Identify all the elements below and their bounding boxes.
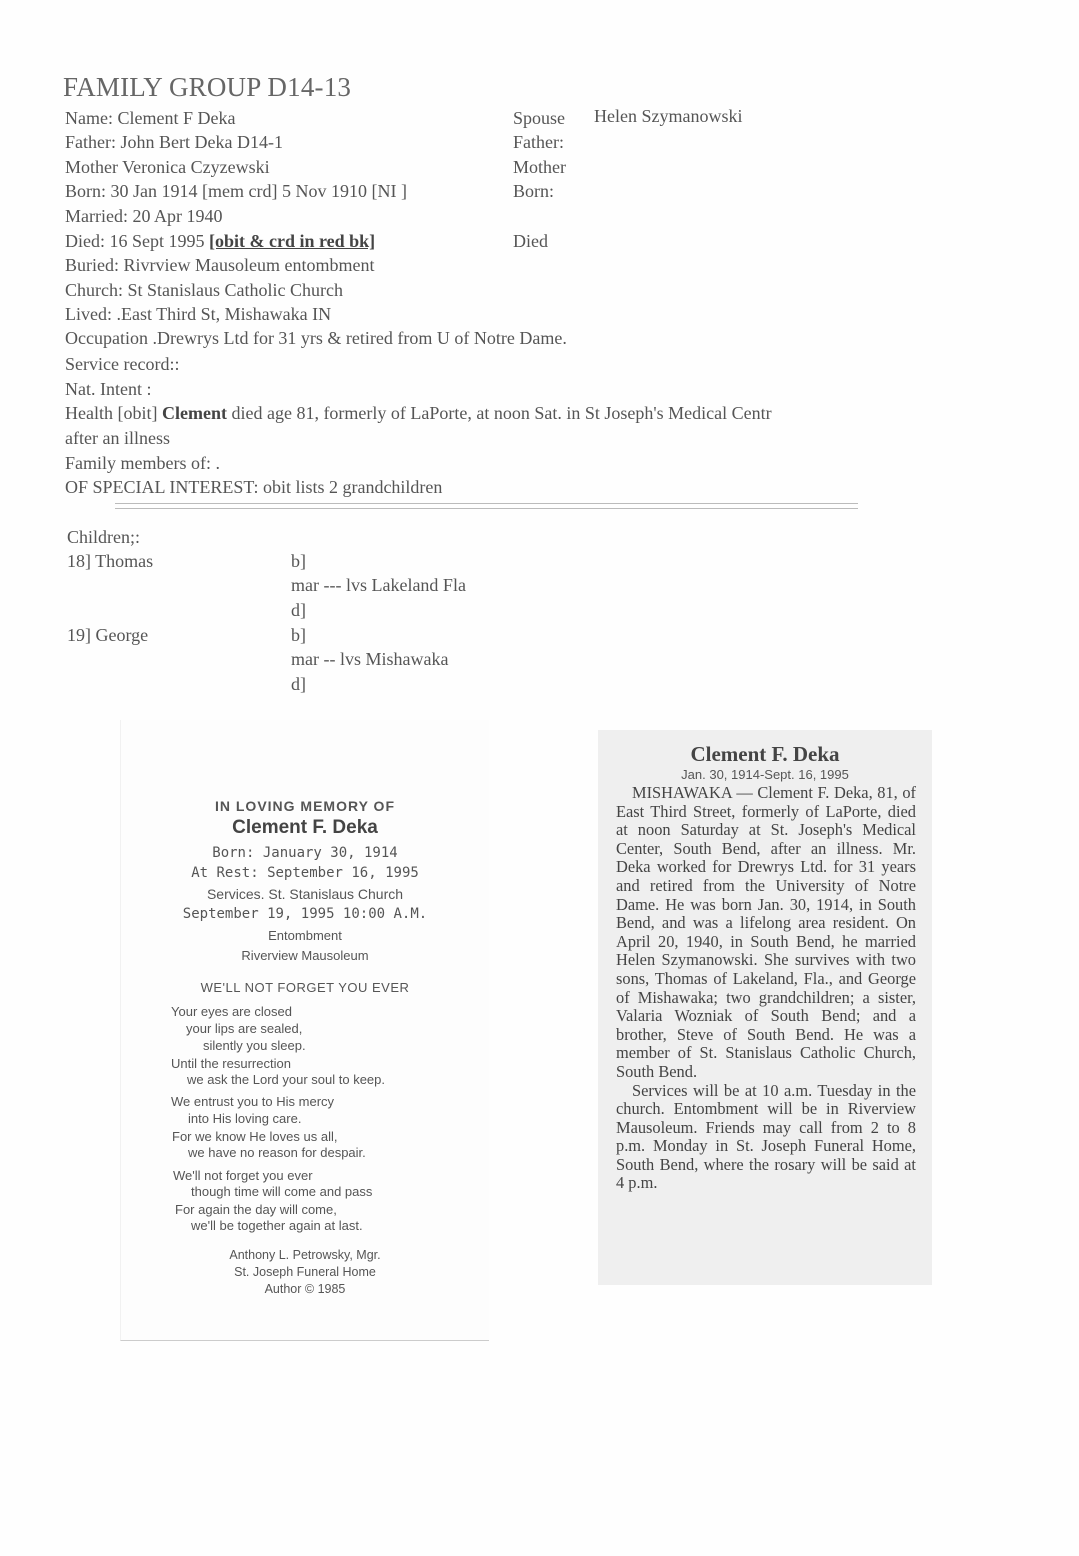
card-born-label: Born:	[212, 845, 255, 861]
child-name: 18] Thomas	[67, 551, 154, 571]
poem-line: We entrust you to His mercy	[171, 1094, 335, 1109]
poem-line: For again the day will come,	[175, 1202, 337, 1217]
child-married: mar -- lvs Mishawaka	[291, 649, 449, 669]
card-rest-label: At Rest:	[191, 865, 259, 881]
poem-line: silently you sleep.	[203, 1038, 306, 1053]
spouse-born: Born:	[513, 181, 555, 201]
obituary-clipping	[598, 730, 932, 1285]
page-title: FAMILY GROUP D14-13	[63, 72, 352, 102]
special-line: OF SPECIAL INTEREST: obit lists 2 grandchildren	[65, 477, 443, 497]
intent-line: Nat. Intent :	[65, 379, 152, 399]
name-line: Name: Clement F Deka	[65, 108, 236, 128]
child-died: d]	[291, 600, 306, 620]
family-line: Family members of: .	[65, 453, 220, 473]
card-name: Clement F. Deka	[232, 817, 378, 838]
poem-line: Until the resurrection	[171, 1056, 291, 1071]
section-divider	[115, 503, 858, 509]
lived-line: Lived: .East Third St, Mishawaka IN	[65, 304, 332, 324]
spouse-mother: Mother	[513, 157, 566, 177]
obituary-paragraph: Services will be at 10 a.m. Tuesday in the church. Entombment will be in Riverview Mausoleum. Friends may call from 2 to 8 p.m. Monday in St. Joseph Funeral Home, South Bend, where the rosary will be said at 4 p.m.	[616, 1080, 916, 1193]
poem-line: we'll be together again at last.	[191, 1218, 363, 1233]
poem-line: Your eyes are closed	[171, 1004, 292, 1019]
died-text: Died: 16 Sept 1995	[65, 231, 209, 251]
child-married: mar --- lvs Lakeland Fla	[291, 575, 466, 595]
church-line: Church: St Stanislaus Catholic Church	[65, 280, 343, 300]
health-text: died age 81, formerly of LaPorte, at noon Sat. in St Joseph's Medical Centr	[226, 403, 772, 423]
children-heading: Children;:	[67, 527, 140, 547]
card-mausoleum: Riverview Mausoleum	[241, 948, 369, 963]
poem-line: we have no reason for despair.	[188, 1145, 366, 1160]
mother-line: Mother Veronica Czyzewski	[65, 157, 270, 177]
obituary-title: Clement F. Deka	[690, 742, 840, 766]
obituary-paragraph: MISHAWAKA — Clement F. Deka, 81, of East Third Street, formerly of LaPorte, died at noon Saturday at St. Joseph's Medical Center, South Bend, after an illness. Mr. Deka worked for Drewrys Ltd. for 31 years and retired from the University of Notre Dame. He was born Jan. 30, 1914, in South Bend, and was a lifelong area resident. On April 20, 1940, in South Bend, he married Helen Szymanowski. She survives with two sons, Thomas of Lakeland, Fla., and George of Mishawaka; two grandchildren; a sister, Valaria Wozniak of South Bend; and a brother, Steve of South Bend. He was a member of St. Stanislaus Catholic Church, South Bend.	[616, 783, 916, 1081]
married-line: Married: 20 Apr 1940	[65, 206, 223, 226]
poem-line: we ask the Lord your soul to keep.	[187, 1072, 386, 1087]
spouse-label: Spouse	[513, 108, 566, 128]
health-line	[65, 401, 772, 425]
father-line: Father: John Bert Deka D14-1	[65, 132, 283, 152]
child-died: d]	[291, 674, 306, 694]
card-footer-manager: Anthony L. Petrowsky, Mgr.	[229, 1248, 381, 1262]
born-line: Born: 30 Jan 1914 [mem crd] 5 Nov 1910 [NI ]	[65, 181, 407, 201]
obituary-body	[616, 784, 916, 1193]
service-line: Service record::	[65, 354, 180, 374]
poem-line: We'll not forget you ever	[173, 1168, 313, 1183]
card-services-date: September 19, 1995 10:00 A.M.	[182, 906, 428, 922]
card-rest	[121, 865, 489, 881]
health-name: Clement	[161, 403, 227, 423]
child-born: b]	[291, 625, 306, 645]
spouse-father: Father:	[513, 132, 564, 152]
child-name: 19] George	[67, 625, 149, 645]
card-footer-author: Author © 1985	[264, 1282, 346, 1296]
card-footer-home: St. Joseph Funeral Home	[234, 1265, 376, 1279]
poem-line: your lips are sealed,	[186, 1021, 303, 1036]
memorial-card	[120, 720, 489, 1341]
health-continued: after an illness	[65, 428, 170, 448]
buried-line: Buried: Rivrview Mausoleum entombment	[65, 255, 375, 275]
poem-line: into His loving care.	[188, 1111, 302, 1126]
poem-line: though time will come and pass	[191, 1184, 373, 1199]
spouse-name: Helen Szymanowski	[594, 106, 743, 126]
died-note: [obit & crd in red bk]	[209, 231, 376, 251]
card-rest-date: September 16, 1995	[267, 865, 419, 881]
card-services: Services. St. Stanislaus Church	[206, 886, 404, 902]
health-label: Health [obit]	[65, 403, 162, 423]
occupation-line: Occupation .Drewrys Ltd for 31 yrs & retired from U of Notre Dame.	[65, 328, 567, 348]
obituary-dates: Jan. 30, 1914-Sept. 16, 1995	[681, 767, 849, 782]
child-born: b]	[291, 551, 306, 571]
spouse-died: Died	[513, 231, 548, 251]
poem-title: WE'LL NOT FORGET YOU EVER	[200, 980, 410, 995]
died-line	[65, 229, 375, 253]
card-born	[121, 845, 489, 861]
card-heading: IN LOVING MEMORY OF	[214, 798, 395, 814]
card-entombment: Entombment	[268, 928, 342, 943]
card-born-date: January 30, 1914	[262, 845, 398, 861]
poem-line: For we know He loves us all,	[172, 1129, 338, 1144]
